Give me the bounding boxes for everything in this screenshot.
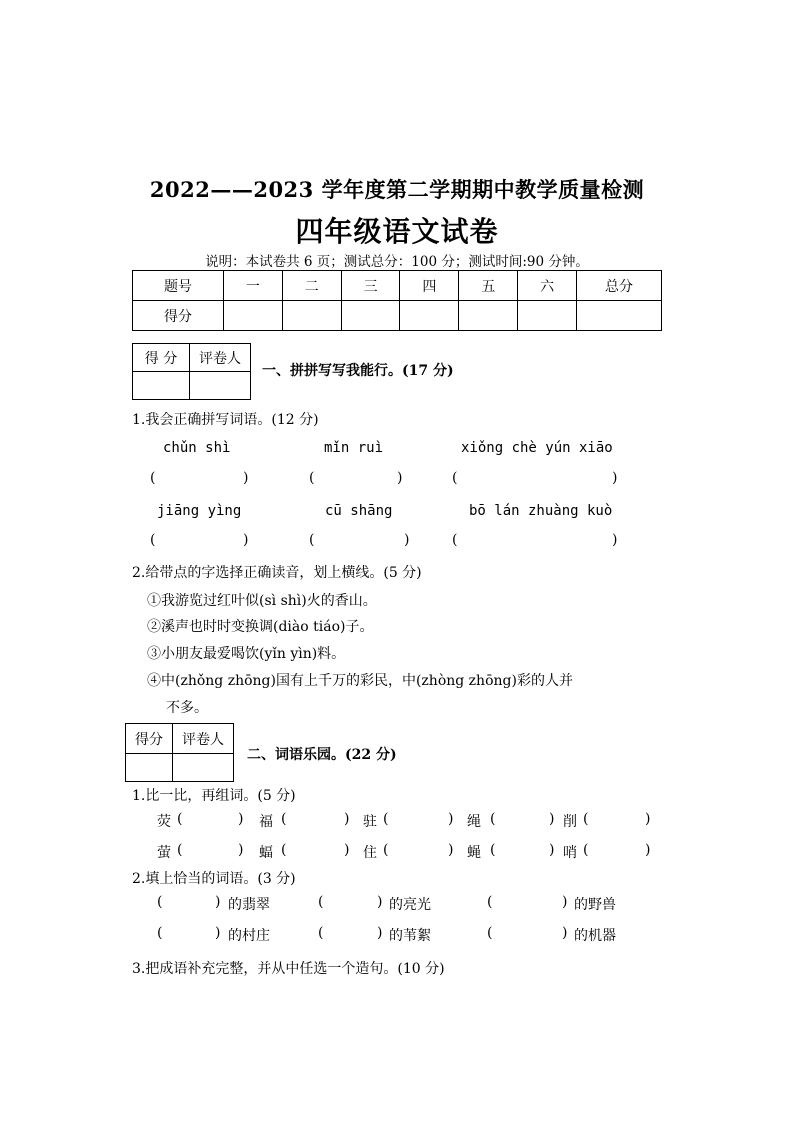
- exam-title: 2022——2023 学年度第二学期期中教学质量检测: [149, 177, 645, 202]
- score-table-score-row: [133, 301, 662, 331]
- answer-paren-open: (: [281, 842, 287, 858]
- answer-paren-close: ): [377, 894, 383, 910]
- grader-score-label: 得分: [126, 724, 173, 754]
- reading-item: ①我游览过红叶似(sì shì)火的香山。: [147, 593, 377, 609]
- answer-paren-open: (: [281, 811, 287, 827]
- answer-paren-open: (: [490, 842, 496, 858]
- fill-word-suffix: 的翡翠: [228, 897, 270, 913]
- score-table-header: 总分: [577, 271, 662, 301]
- grader-box-section2: [125, 723, 234, 782]
- score-cell[interactable]: [341, 301, 400, 331]
- score-table-header: 一: [224, 271, 283, 301]
- grader-score-cell[interactable]: [133, 372, 190, 400]
- score-table-header-row: [133, 271, 662, 301]
- answer-paren-close: ): [344, 811, 350, 827]
- answer-paren-open: (: [318, 925, 324, 941]
- exam-instruction: 说明：本试卷共 6 页；测试总分：100 分；测试时间:90 分钟。: [205, 254, 589, 270]
- fill-word-suffix: 的村庄: [228, 928, 270, 944]
- answer-paren-close: ): [215, 925, 221, 941]
- grader-name-label: 评卷人: [173, 724, 234, 754]
- score-cell[interactable]: [459, 301, 518, 331]
- fill-word-suffix: 的亮光: [389, 897, 431, 913]
- answer-paren-close: ): [549, 811, 555, 827]
- answer-paren-open: (: [309, 532, 315, 548]
- reading-item: ③小朋友最爱喝饮(yǐn yìn)料。: [147, 646, 346, 662]
- reading-item: ④中(zhǒng zhōng)国有上千万的彩民，中(zhòng zhōng)彩的人并: [147, 673, 573, 689]
- grader-name-cell[interactable]: [173, 754, 234, 782]
- s2-q3-label: 3.把成语补充完整，并从中任选一个造句。(10 分): [132, 961, 445, 977]
- answer-paren-close: ): [404, 532, 410, 548]
- answer-paren-close: ): [377, 925, 383, 941]
- compare-char: 绳: [467, 814, 481, 830]
- s2-q1-label: 1.比一比，再组词。(5 分): [132, 788, 296, 804]
- answer-paren-open: (: [583, 842, 589, 858]
- answer-paren-open: (: [150, 532, 156, 548]
- compare-char: 驻: [363, 814, 377, 830]
- fill-word-suffix: 的机器: [574, 928, 616, 944]
- answer-paren-close: ): [243, 532, 249, 548]
- answer-paren-close: ): [448, 842, 454, 858]
- answer-paren-open: (: [150, 470, 156, 486]
- grader-score-cell[interactable]: [126, 754, 173, 782]
- s2-q2-label: 2.填上恰当的词语。(3 分): [132, 871, 296, 887]
- score-cell[interactable]: [518, 301, 577, 331]
- score-cell[interactable]: [400, 301, 459, 331]
- pinyin-prompt: cū shāng: [325, 503, 393, 519]
- answer-paren-open: (: [177, 842, 183, 858]
- section2-heading: 二、词语乐园。(22 分): [247, 747, 397, 763]
- score-table-header: 二: [282, 271, 341, 301]
- answer-paren-close: ): [562, 894, 568, 910]
- score-table-header: 五: [459, 271, 518, 301]
- reading-item-continued: 不多。: [166, 700, 208, 716]
- answer-paren-close: ): [243, 470, 249, 486]
- answer-paren-open: (: [490, 811, 496, 827]
- answer-paren-close: ): [645, 842, 651, 858]
- grader-box-section1: [132, 343, 251, 400]
- score-table: [132, 270, 662, 331]
- answer-paren-close: ): [397, 470, 403, 486]
- compare-char: 荧: [157, 814, 171, 830]
- grader-score-label: 得 分: [133, 344, 190, 372]
- section1-heading: 一、拼拼写写我能行。(17 分): [262, 363, 454, 379]
- reading-item: ②溪声也时时变换调(diào tiáo)子。: [147, 619, 374, 635]
- compare-char: 福: [259, 814, 273, 830]
- grader-name-label: 评卷人: [190, 344, 251, 372]
- s1-q1-label: 1.我会正确拼写词语。(12 分): [132, 412, 319, 428]
- answer-paren-open: (: [157, 894, 163, 910]
- answer-paren-close: ): [645, 811, 651, 827]
- answer-paren-close: ): [238, 811, 244, 827]
- answer-paren-close: ): [448, 811, 454, 827]
- grader-name-cell[interactable]: [190, 372, 251, 400]
- score-table-header: 六: [518, 271, 577, 301]
- compare-char: 削: [563, 814, 577, 830]
- compare-char: 住: [363, 845, 377, 861]
- pinyin-prompt: chǔn shì: [163, 440, 231, 456]
- pinyin-prompt: mǐn ruì: [324, 440, 384, 456]
- answer-paren-close: ): [612, 470, 618, 486]
- answer-paren-open: (: [383, 842, 389, 858]
- answer-paren-open: (: [157, 925, 163, 941]
- compare-char: 蝠: [259, 845, 273, 861]
- score-cell[interactable]: [282, 301, 341, 331]
- exam-subtitle: 四年级语文试卷: [295, 215, 499, 248]
- compare-char: 哨: [563, 845, 577, 861]
- fill-word-suffix: 的野兽: [574, 897, 616, 913]
- answer-paren-open: (: [583, 811, 589, 827]
- answer-paren-open: (: [318, 894, 324, 910]
- answer-paren-close: ): [238, 842, 244, 858]
- answer-paren-open: (: [452, 532, 458, 548]
- answer-paren-close: ): [215, 894, 221, 910]
- fill-word-suffix: 的苇絮: [389, 928, 431, 944]
- s1-q2-label: 2.给带点的字选择正确读音，划上横线。(5 分): [132, 565, 422, 581]
- answer-paren-open: (: [309, 470, 315, 486]
- score-cell[interactable]: [577, 301, 662, 331]
- answer-paren-close: ): [344, 842, 350, 858]
- answer-paren-open: (: [452, 470, 458, 486]
- compare-char: 蝇: [467, 845, 481, 861]
- score-table-header: 题号: [133, 271, 224, 301]
- answer-paren-open: (: [177, 811, 183, 827]
- score-table-header: 四: [400, 271, 459, 301]
- score-cell[interactable]: [224, 301, 283, 331]
- answer-paren-open: (: [383, 811, 389, 827]
- answer-paren-close: ): [562, 925, 568, 941]
- score-table-header: 三: [341, 271, 400, 301]
- score-row-label: 得分: [133, 301, 224, 331]
- answer-paren-open: (: [487, 894, 493, 910]
- compare-char: 萤: [157, 845, 171, 861]
- pinyin-prompt: jiāng yìng: [157, 503, 242, 519]
- pinyin-prompt: xiǒng chè yún xiāo: [461, 440, 613, 456]
- answer-paren-open: (: [487, 925, 493, 941]
- answer-paren-close: ): [612, 532, 618, 548]
- answer-paren-close: ): [549, 842, 555, 858]
- pinyin-prompt: bō lán zhuàng kuò: [469, 503, 613, 519]
